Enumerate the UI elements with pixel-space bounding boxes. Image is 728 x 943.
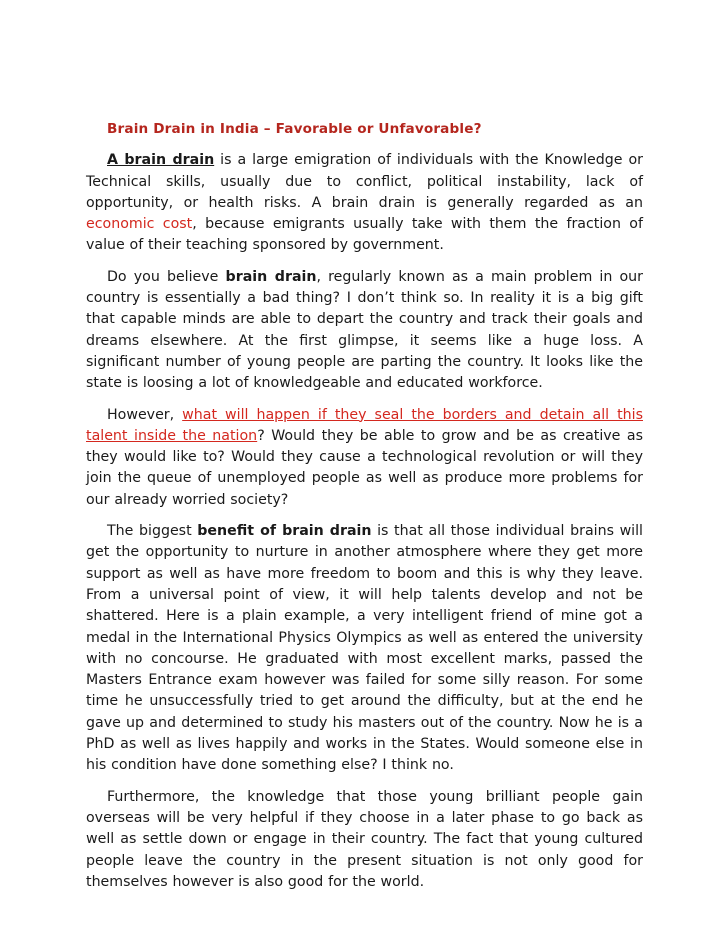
document-body: [86, 119, 643, 903]
paragraph-belief: [86, 267, 643, 395]
paragraph-question: [86, 405, 643, 511]
paragraph-text: Furthermore, the knowledge that those young brilliant people gain overseas will be very helpful if they choose in a later phase to go back as well as settle down or engage in their country. The fact that young cultured people leave the country in the present situation is not only good for themselves however is also good for the world.: [86, 788, 643, 890]
document-title: Brain Drain in India – Favorable or Unfavorable?: [107, 121, 482, 137]
bold-term: benefit of brain drain: [197, 523, 372, 540]
paragraph-definition: [86, 150, 643, 256]
paragraph-benefit: [86, 521, 643, 777]
bold-term: brain drain: [225, 268, 317, 285]
paragraph-text: , because emigrants usually take with them the fraction of value of their teaching sponsored by government.: [86, 216, 643, 254]
economic-cost-link[interactable]: economic cost: [86, 216, 193, 233]
paragraph-furthermore: [86, 787, 643, 893]
paragraph-text: is a large emigration of individuals with the Knowledge or Technical skills, usually due to conflict, political instability, lack of opportunity, or health risks. A brain drain is generally regarded as an: [86, 152, 643, 211]
paragraph-text: The biggest: [107, 523, 198, 540]
seal-borders-link[interactable]: what will happen if they seal the borders and detain all this talent inside the nation: [86, 406, 643, 444]
paragraph-text: is that all those individual brains will get the opportunity to nurture in another atmosphere where they get more support as well as have more freedom to boom and this is why they leave. From a universal point of view, it will help talents develop and not be shattered. Here is a plain example, a very intelligent friend of mine got a medal in the International Physics Olympics as well as entered the university with no concourse. He graduated with most excellent marks, passed the Masters Entrance exam however was failed for some silly reason. For some time he unsuccessfully tried to get around the difficulty, but at the end he gave up and determined to study his masters out of the country. Now he is a PhD as well as lives happily and works in the States. Would someone else in his condition have done something else? I think no.: [86, 523, 643, 774]
paragraph-text: Do you believe: [107, 268, 226, 285]
paragraph-text: , regularly known as a main problem in our country is essentially a bad thing? I don’t think so. In reality it is a big gift that capable minds are able to depart the country and track their goals and dreams elsewhere. At the first glimpse, it seems like a huge loss. A significant number of young people are parting the country. It looks like the state is loosing a lot of knowledgeable and educated workforce.: [86, 268, 643, 392]
paragraph-text: ? Would they be able to grow and be as creative as they would like to? Would they cause a technological revolution or will they join the queue of unemployed people as well as produce more problems for our already worried society?: [86, 427, 644, 508]
term-brain-drain: A brain drain: [107, 152, 215, 169]
paragraph-text: However,: [107, 406, 183, 423]
